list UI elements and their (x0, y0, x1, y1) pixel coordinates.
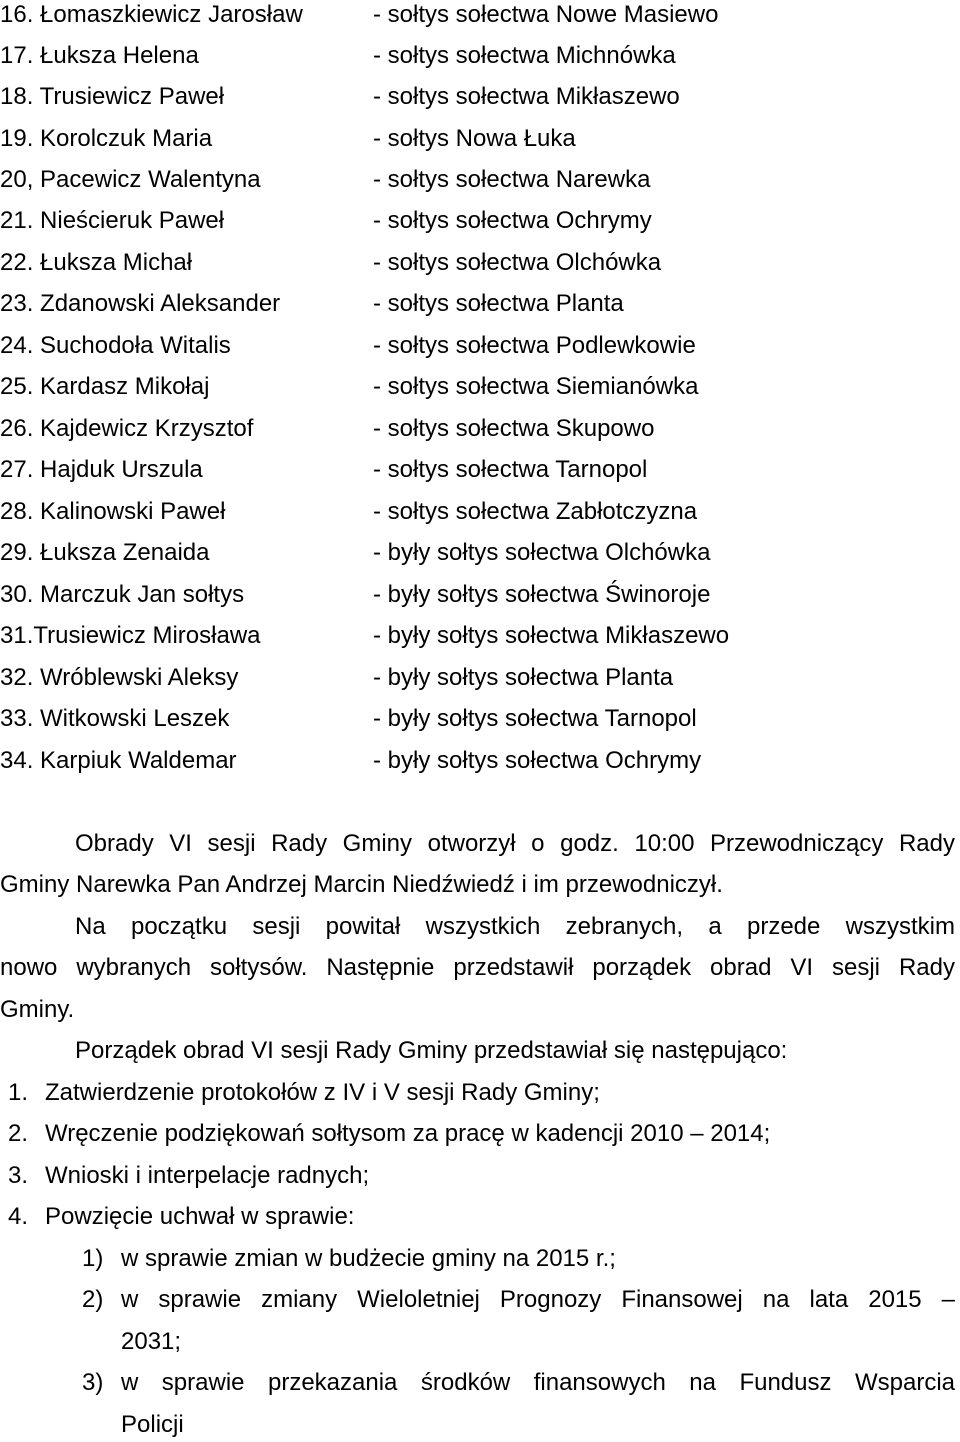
roster-name: 30. Marczuk Jan sołtys (0, 581, 245, 608)
agenda-number: 2. (8, 1120, 29, 1147)
roster-name: 28. Kalinowski Paweł (0, 498, 226, 525)
roster-role: - sołtys sołectwa Siemianówka (373, 373, 699, 400)
roster-name: 33. Witkowski Leszek (0, 705, 230, 732)
roster-role: - sołtys sołectwa Ochrymy (373, 207, 652, 234)
roster-name: 24. Suchodoła Witalis (0, 332, 231, 359)
roster-name: 20, Pacewicz Walentyna (0, 166, 261, 193)
roster-name: 29. Łuksza Zenaida (0, 539, 210, 566)
roster-name: 34. Karpiuk Waldemar (0, 747, 237, 774)
roster-role: - sołtys sołectwa Narewka (373, 166, 651, 193)
roster-role: - sołtys sołectwa Tarnopol (373, 456, 648, 483)
resolution-text-line-2: 2031; (121, 1328, 182, 1355)
roster-role: - były sołtys sołectwa Planta (373, 664, 674, 691)
resolution-text-line-1: w sprawie zmian w budżecie gminy na 2015 r.; (121, 1245, 616, 1272)
roster-role: - sołtys sołectwa Podlewkowie (373, 332, 696, 359)
greeting-paragraph-line-2: nowo wybranych sołtysów. Następnie przedstawił porządek obrad VI sesji Rady (0, 954, 955, 981)
roster-name: 26. Kajdewicz Krzysztof (0, 415, 254, 442)
roster-role: - sołtys sołectwa Zabłotczyzna (373, 498, 698, 525)
greeting-paragraph-line-3: Gminy. (0, 996, 75, 1023)
resolution-number: 1) (82, 1245, 104, 1272)
roster-name: 17. Łuksza Helena (0, 42, 199, 69)
roster-name: 22. Łuksza Michał (0, 249, 193, 276)
roster-role: - sołtys sołectwa Skupowo (373, 415, 655, 442)
agenda-text: Wnioski i interpelacje radnych; (45, 1162, 370, 1189)
roster-role: - sołtys sołectwa Michnówka (373, 42, 676, 69)
roster-role: - sołtys sołectwa Olchówka (373, 249, 662, 276)
greeting-paragraph-line-1: Na początku sesji powitał wszystkich zebranych, a przede wszystkim (75, 913, 955, 940)
roster-role: - sołtys sołectwa Nowe Masiewo (373, 1, 719, 28)
opening-paragraph-line-1: Obrady VI sesji Rady Gminy otworzył o godz. 10:00 Przewodniczący Rady (75, 830, 955, 857)
roster-role: - były sołtys sołectwa Świnoroje (373, 581, 711, 608)
resolution-text-line-1: w sprawie zmiany Wieloletniej Prognozy Finansowej na lata 2015 – (121, 1286, 955, 1313)
roster-role: - sołtys Nowa Łuka (373, 125, 576, 152)
roster-name: 18. Trusiewicz Paweł (0, 83, 225, 110)
agenda-text: Powzięcie uchwał w sprawie: (45, 1203, 355, 1230)
roster-role: - sołtys sołectwa Planta (373, 290, 624, 317)
roster-name: 25. Kardasz Mikołaj (0, 373, 210, 400)
agenda-text: Wręczenie podziękowań sołtysom za pracę w kadencji 2010 – 2014; (45, 1120, 771, 1147)
roster-name: 23. Zdanowski Aleksander (0, 290, 281, 317)
roster-role: - były sołtys sołectwa Olchówka (373, 539, 711, 566)
agenda-number: 4. (8, 1203, 29, 1230)
roster-role: - sołtys sołectwa Mikłaszewo (373, 83, 680, 110)
resolution-text-line-2: Policji (121, 1411, 184, 1438)
roster-name: 27. Hajduk Urszula (0, 456, 203, 483)
opening-paragraph-line-2: Gminy Narewka Pan Andrzej Marcin Niedźwiedź i im przewodniczył. (0, 871, 723, 898)
roster-name: 16. Łomaszkiewicz Jarosław (0, 1, 303, 28)
agenda-intro: Porządek obrad VI sesji Rady Gminy przedstawiał się następująco: (75, 1037, 788, 1064)
agenda-number: 1. (8, 1079, 29, 1106)
agenda-text: Zatwierdzenie protokołów z IV i V sesji Rady Gminy; (45, 1079, 600, 1106)
roster-name: 19. Korolczuk Maria (0, 125, 213, 152)
agenda-number: 3. (8, 1162, 29, 1189)
roster-name: 32. Wróblewski Aleksy (0, 664, 239, 691)
resolution-text-line-1: w sprawie przekazania środków finansowych na Fundusz Wsparcia (121, 1369, 955, 1396)
roster-name: 21. Nieścieruk Paweł (0, 207, 225, 234)
roster-name: 31.Trusiewicz Mirosława (0, 622, 261, 649)
roster-role: - były sołtys sołectwa Mikłaszewo (373, 622, 730, 649)
roster-role: - były sołtys sołectwa Tarnopol (373, 705, 697, 732)
resolution-number: 2) (82, 1286, 104, 1313)
resolution-number: 3) (82, 1369, 104, 1396)
roster-role: - były sołtys sołectwa Ochrymy (373, 747, 702, 774)
